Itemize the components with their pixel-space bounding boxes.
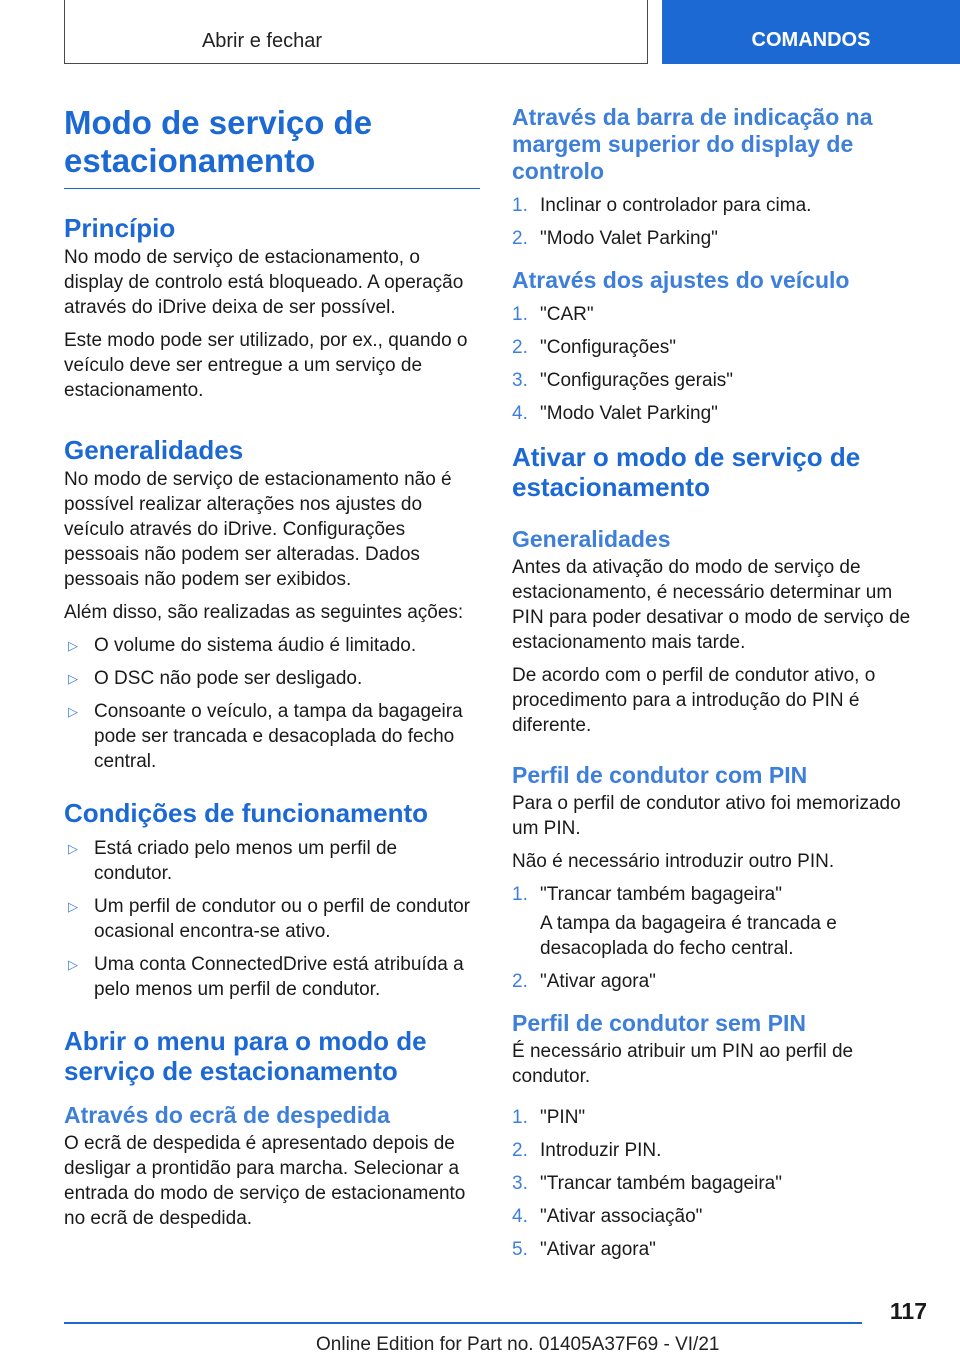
step-number: 2.: [512, 971, 528, 992]
list-item: 5. "Ativar agora": [512, 1239, 656, 1260]
step-number: 3.: [512, 370, 528, 391]
step-number: 1.: [512, 884, 528, 905]
heading-principio: Princípio: [64, 213, 176, 243]
chapter-tab: COMANDOS: [662, 0, 960, 64]
subheading-ajustes-veiculo: Através dos ajustes do veículo: [512, 267, 850, 293]
heading-ativar: Ativar o modo de serviço de estacionamento: [512, 442, 861, 502]
footer-edition: Online Edition for Part no. 01405A37F69 - VI/21: [316, 1334, 720, 1355]
list-item: ▷ Um perfil de condutor ou o perfil de condutor ocasional encontra-se ativo.: [68, 896, 470, 942]
list-item: ▷ Uma conta ConnectedDrive está atribuída a pelo menos um perfil de condutor.: [68, 954, 464, 1000]
list-item: 1. "PIN": [512, 1107, 586, 1128]
triangle-bullet-icon: ▷: [68, 638, 78, 653]
list-item: 2. "Ativar agora": [512, 971, 656, 992]
heading-abrir-menu: Abrir o menu para o modo de serviço de estacionamento: [64, 1026, 427, 1086]
generalidades-paragraph-2: Além disso, são realizadas as seguintes ações:: [64, 602, 464, 623]
subheading-generalidades: Generalidades: [512, 526, 671, 552]
triangle-bullet-icon: ▷: [68, 671, 78, 686]
list-item: 4. "Modo Valet Parking": [512, 403, 718, 424]
triangle-bullet-icon: ▷: [68, 957, 78, 972]
com-pin-paragraph-1: Para o perfil de condutor ativo foi memorizado um PIN.: [512, 793, 901, 839]
heading-condicoes: Condições de funcionamento: [64, 798, 429, 828]
step-number: 1.: [512, 195, 528, 216]
ativar-paragraph-1: Antes da ativação do modo de serviço de estacionamento, é necessário determinar um PIN para poder desativar o modo de serviço de estacionamento mais tarde.: [512, 557, 911, 653]
condicoes-list: [64, 836, 480, 1002]
principio-paragraph-1: No modo de serviço de estacionamento, o display de controlo está bloqueado. A operação através do iDrive deixa de ser possível.: [64, 247, 464, 318]
list-item: ▷ O volume do sistema áudio é limitado.: [68, 635, 417, 656]
list-item: 1. "CAR": [512, 304, 594, 325]
step-number: 4.: [512, 1206, 528, 1227]
list-item: ▷ Está criado pelo menos um perfil de condutor.: [68, 838, 398, 884]
step-number: 3.: [512, 1173, 528, 1194]
triangle-bullet-icon: ▷: [68, 899, 78, 914]
list-item: 1. "Trancar também bagageira" A tampa da bagageira é trancada e desacoplada do fecho central.: [512, 882, 928, 961]
header-section-title: Abrir e fechar: [201, 30, 322, 52]
com-pin-steps: [512, 882, 928, 994]
subheading-barra-indicacao: Através da barra de indicação na margem superior do display de controlo: [512, 104, 873, 184]
step-number: 2.: [512, 1140, 528, 1161]
list-item: 2. "Configurações": [512, 337, 677, 358]
com-pin-paragraph-2: Não é necessário introduzir outro PIN.: [512, 851, 835, 872]
principio-paragraph-2: Este modo pode ser utilizado, por ex., quando o veículo deve ser entregue a um serviço de estacionamento.: [64, 330, 468, 401]
step-note: A tampa da bagageira é trancada e desacoplada do fecho central.: [540, 913, 837, 959]
page-title: Modo de serviço de estacionamento: [64, 104, 480, 189]
sem-pin-paragraph: É necessário atribuir um PIN ao perfil de condutor.: [512, 1041, 854, 1087]
list-item: 2. "Modo Valet Parking": [512, 228, 718, 249]
header-frame: [64, 0, 648, 64]
triangle-bullet-icon: ▷: [68, 841, 78, 856]
ativar-paragraph-2: De acordo com o perfil de condutor ativo, o procedimento para a introdução do PIN é diferente.: [512, 665, 876, 736]
list-item: 4. "Ativar associação": [512, 1206, 703, 1227]
step-number: 5.: [512, 1239, 528, 1260]
generalidades-list: [64, 633, 480, 774]
subheading-ecra-despedida: Através do ecrã de despedida: [64, 1102, 390, 1128]
ecra-despedida-paragraph: O ecrã de despedida é apresentado depois de desligar a prontidão para marcha. Selecionar a entrada do modo de serviço de estacionamento no ecrã de despedida.: [64, 1133, 466, 1229]
triangle-bullet-icon: ▷: [68, 704, 78, 719]
left-column: [64, 104, 480, 1231]
subheading-com-pin: Perfil de condutor com PIN: [512, 762, 808, 788]
list-item: 2. Introduzir PIN.: [512, 1140, 662, 1161]
ajustes-steps: [512, 302, 928, 426]
heading-generalidades: Generalidades: [64, 435, 244, 465]
step-number: 4.: [512, 403, 528, 424]
right-column: [512, 104, 928, 1270]
list-item: 1. Inclinar o controlador para cima.: [512, 195, 812, 216]
list-item: ▷ O DSC não pode ser desligado.: [68, 668, 363, 689]
step-number: 2.: [512, 337, 528, 358]
list-item: 3. "Configurações gerais": [512, 370, 734, 391]
step-number: 1.: [512, 1107, 528, 1128]
step-number: 2.: [512, 228, 528, 249]
subheading-sem-pin: Perfil de condutor sem PIN: [512, 1010, 806, 1036]
step-number: 1.: [512, 304, 528, 325]
list-item: 3. "Trancar também bagageira": [512, 1173, 782, 1194]
footer-divider: [64, 1322, 862, 1324]
barra-steps: [512, 193, 928, 251]
list-item: ▷ Consoante o veículo, a tampa da bagageira pode ser trancada e desacoplada do fecho central.: [68, 701, 463, 772]
generalidades-paragraph-1: No modo de serviço de estacionamento não é possível realizar alterações nos ajustes do veículo através do iDrive. Configurações pessoais não podem ser alteradas. Dados pessoais não podem ser exibidos.: [64, 469, 452, 590]
page-number: 117: [889, 1298, 927, 1324]
sem-pin-steps: [512, 1105, 928, 1262]
